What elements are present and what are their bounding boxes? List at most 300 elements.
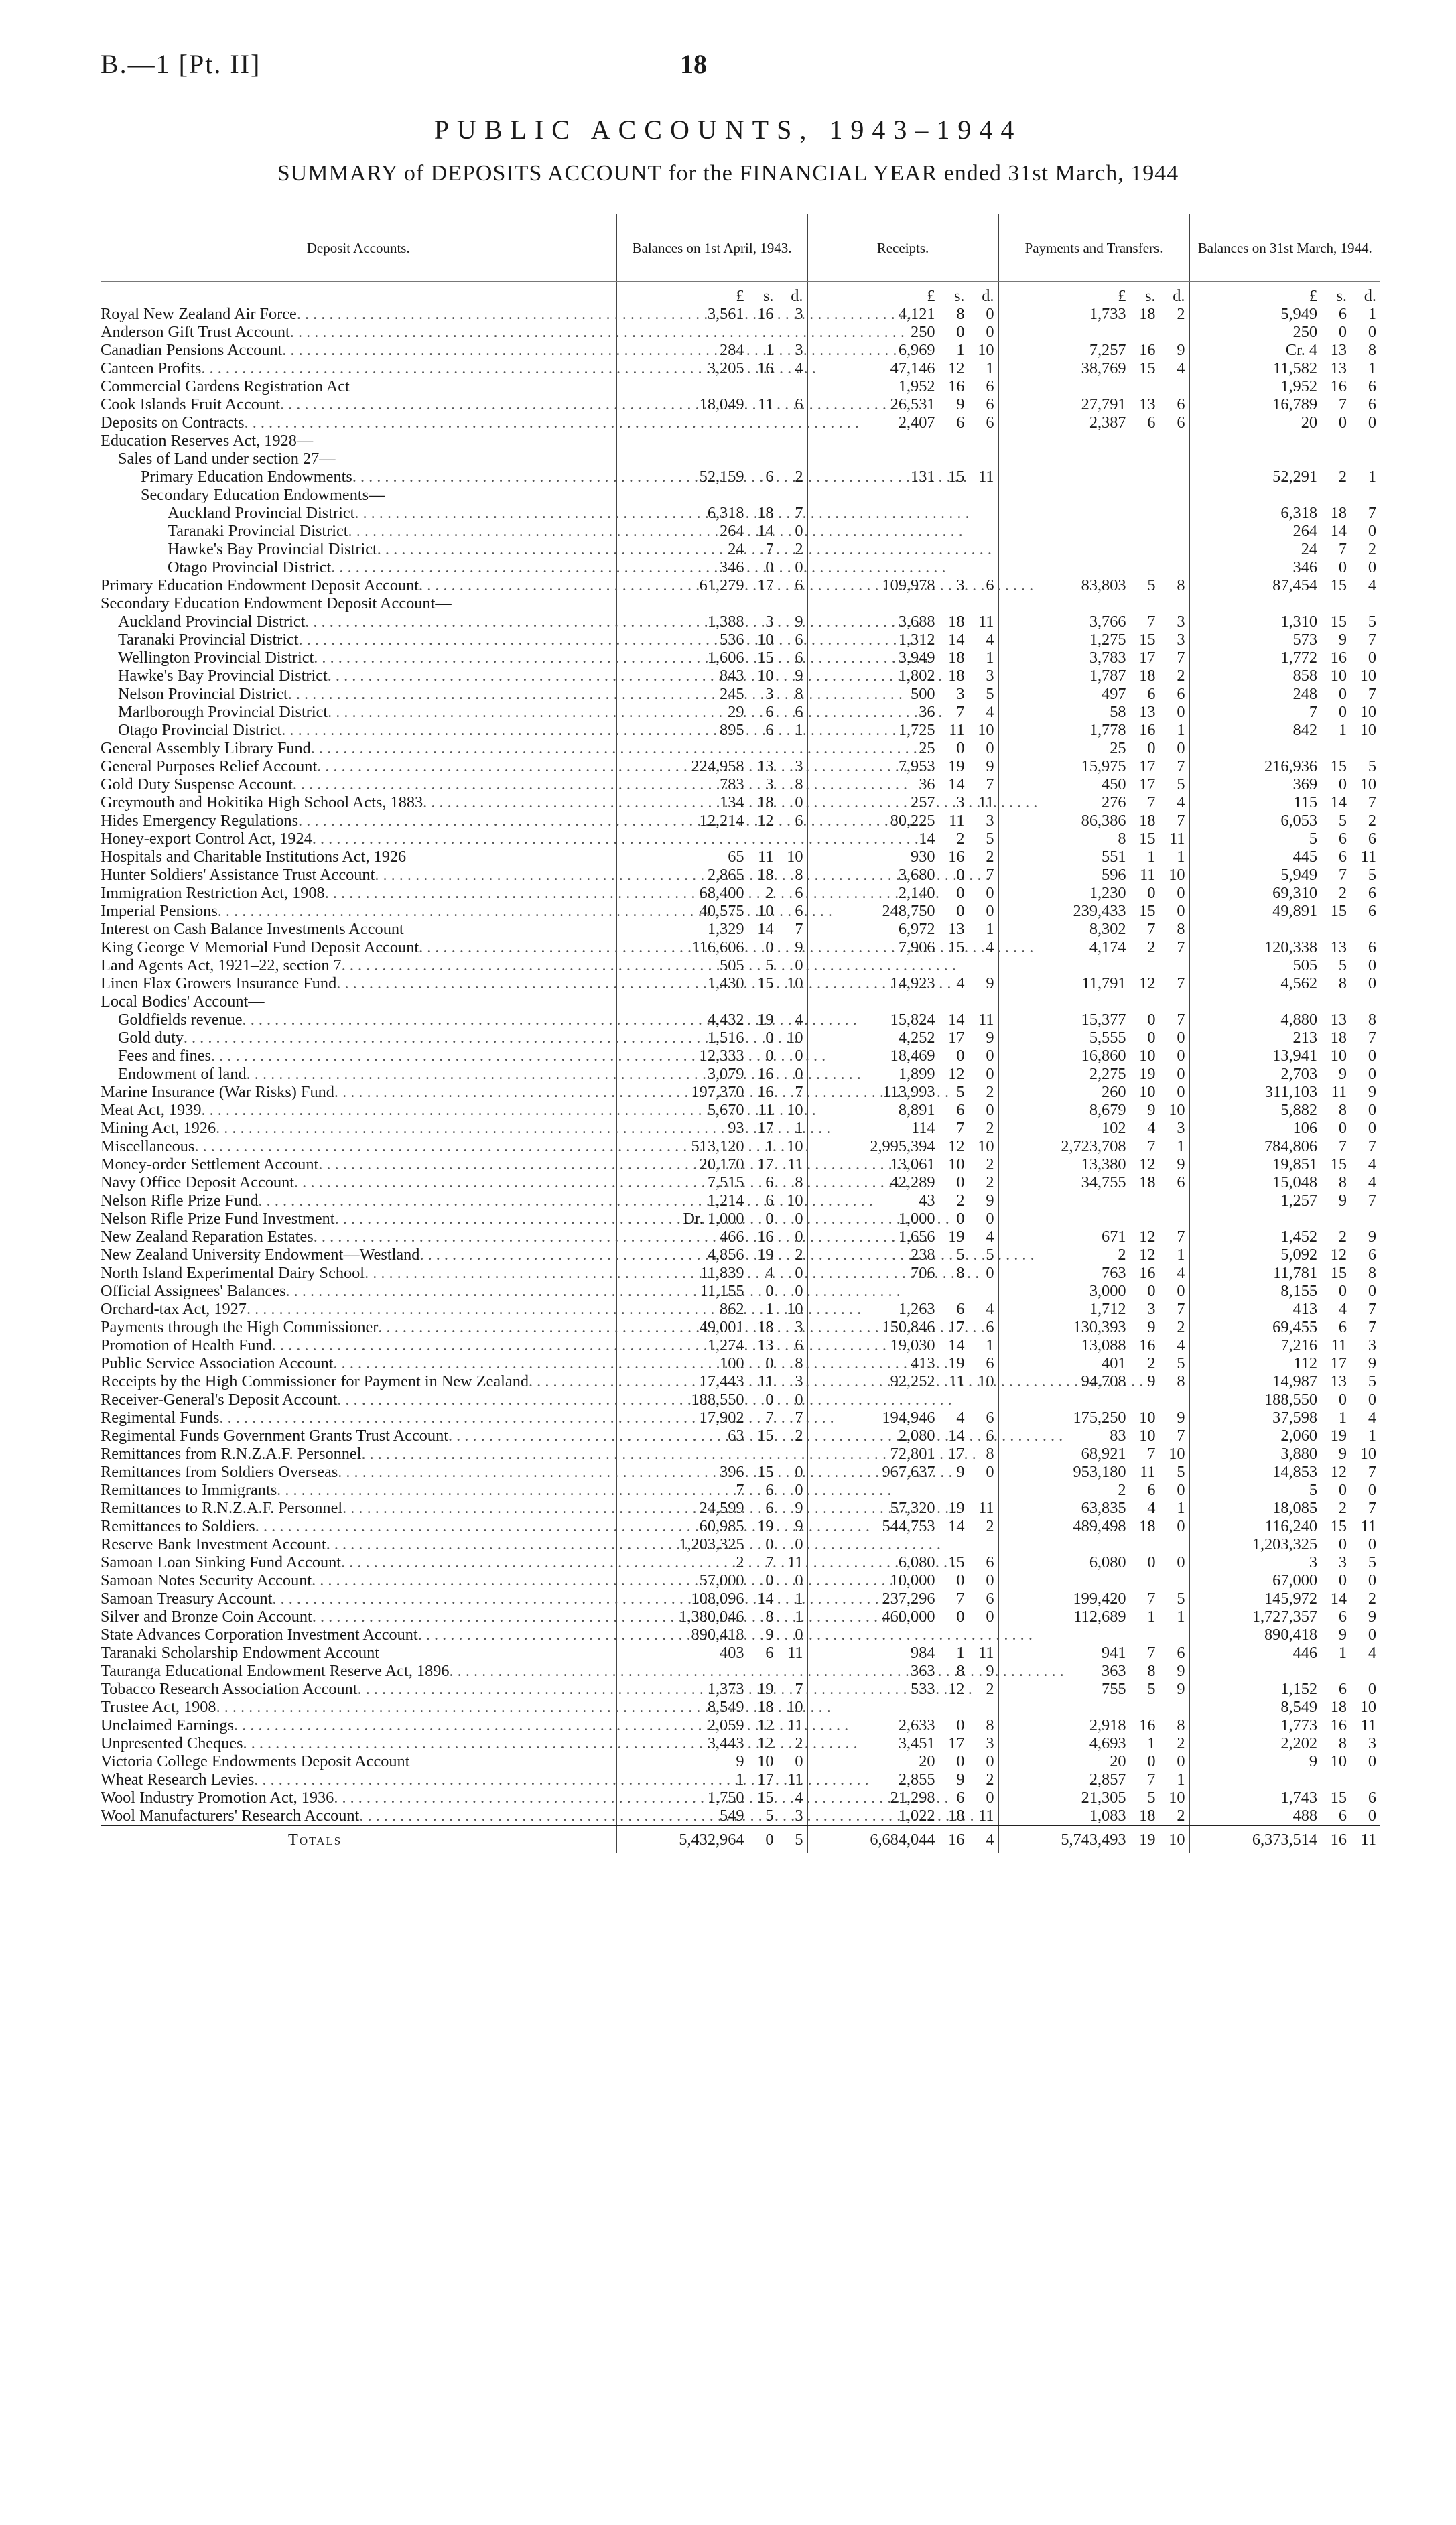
amount-cell: 9 10 0 <box>616 1752 807 1770</box>
amount-cell: 3,766 7 3 <box>998 612 1189 631</box>
account-name-cell <box>101 992 616 1011</box>
amount-cell: 68,400 2 6 <box>616 884 807 902</box>
amount-cell <box>1189 920 1380 938</box>
account-name: Secondary Education Endowments— <box>141 486 385 504</box>
amount-cell: 706 8 0 <box>807 1264 998 1282</box>
amount-cell: 86,386 18 7 <box>998 812 1189 830</box>
account-name: Gold duty <box>118 1029 184 1047</box>
amount-cell: 3,680 0 7 <box>807 866 998 884</box>
account-name-cell <box>101 1390 616 1409</box>
amount-cell: 188,550 0 0 <box>1189 1390 1380 1409</box>
amount-cell: 5,555 0 0 <box>998 1029 1189 1047</box>
account-name: Remittances to Soldiers <box>101 1517 255 1535</box>
account-name-cell <box>101 667 616 685</box>
amount-cell: 27,791 13 6 <box>998 395 1189 413</box>
table-row <box>101 992 1380 1011</box>
amount-cell: 2 7 11 <box>616 1553 807 1571</box>
amount-cell: 596 11 10 <box>998 866 1189 884</box>
amount-cell: 15,975 17 7 <box>998 757 1189 775</box>
account-name: Sales of Land under section 27— <box>118 450 336 468</box>
leader-dots <box>288 685 903 703</box>
amount-cell: 396 15 0 <box>616 1463 807 1481</box>
amount-cell: 3,443 12 2 <box>616 1734 807 1752</box>
account-name: Navy Office Deposit Account <box>101 1173 295 1191</box>
amount-cell: 216,936 15 5 <box>1189 757 1380 775</box>
amount-cell: 58 13 0 <box>998 703 1189 721</box>
account-name: Regimental Funds <box>101 1409 220 1427</box>
account-name: Deposits on Contracts <box>101 413 245 432</box>
amount-cell <box>616 594 807 612</box>
amount-cell: 36 7 4 <box>807 703 998 721</box>
amount-cell: 245 3 8 <box>616 685 807 703</box>
account-name: Wellington Provincial District <box>118 649 314 667</box>
account-name-cell <box>101 323 616 341</box>
amount-cell: 1,275 15 3 <box>998 631 1189 649</box>
account-name: Silver and Bronze Coin Account <box>101 1608 312 1626</box>
amount-cell: 2,387 6 6 <box>998 413 1189 432</box>
amount-cell: 8,549 18 10 <box>616 1698 807 1716</box>
account-name-cell <box>101 450 616 468</box>
amount-cell: 5,949 7 5 <box>1189 866 1380 884</box>
account-name-cell <box>101 1354 616 1372</box>
amount-cell <box>998 1210 1189 1228</box>
amount-cell: 2,857 7 1 <box>998 1770 1189 1789</box>
leader-dots <box>331 558 945 576</box>
leader-dots <box>297 305 911 323</box>
amount-cell: 1,802 18 3 <box>807 667 998 685</box>
account-name-cell <box>101 1246 616 1264</box>
amount-cell <box>807 432 998 450</box>
account-name: Hides Emergency Regulations <box>101 812 299 830</box>
amount-cell: 11,839 4 0 <box>616 1264 807 1282</box>
amount-cell: 52,291 2 1 <box>1189 468 1380 486</box>
amount-cell: 199,420 7 5 <box>998 1590 1189 1608</box>
amount-cell: 967,637 9 0 <box>807 1463 998 1481</box>
amount-cell <box>998 486 1189 504</box>
account-name: Samoan Notes Security Account <box>101 1571 312 1590</box>
amount-cell: 8,891 6 0 <box>807 1101 998 1119</box>
amount-cell: 67,000 0 0 <box>1189 1571 1380 1590</box>
amount-cell: 213 18 7 <box>1189 1029 1380 1047</box>
amount-cell: 890,418 9 0 <box>616 1626 807 1644</box>
units-cell: £ s. d. <box>807 282 998 306</box>
table-row <box>101 540 1380 558</box>
amount-cell: 49,001 18 3 <box>616 1318 807 1336</box>
amount-cell: 21,298 6 0 <box>807 1789 998 1807</box>
table-row <box>101 1716 1380 1734</box>
table-row <box>101 558 1380 576</box>
amount-cell <box>998 468 1189 486</box>
amount-cell: 194,946 4 6 <box>807 1409 998 1427</box>
amount-cell: 2,855 9 2 <box>807 1770 998 1789</box>
account-name: Unpresented Cheques <box>101 1734 243 1752</box>
amount-cell: 12,333 0 0 <box>616 1047 807 1065</box>
amount-cell: Dr. 1,000 0 0 <box>616 1210 807 1228</box>
account-name: Taranaki Provincial District <box>168 522 348 540</box>
account-name: Imperial Pensions <box>101 902 218 920</box>
amount-cell: 1,656 19 4 <box>807 1228 998 1246</box>
amount-cell: 11,582 13 1 <box>1189 359 1380 377</box>
amount-cell: 573 9 7 <box>1189 631 1380 649</box>
amount-cell: 25 0 0 <box>998 739 1189 757</box>
table-row <box>101 359 1380 377</box>
totals-row <box>101 1825 1380 1853</box>
amount-cell: 80,225 11 3 <box>807 812 998 830</box>
account-name: Otago Provincial District <box>168 558 332 576</box>
amount-cell: 3 3 5 <box>1189 1553 1380 1571</box>
amount-cell: 7,515 6 8 <box>616 1173 807 1191</box>
amount-cell: 2,918 16 8 <box>998 1716 1189 1734</box>
account-name-cell <box>101 1571 616 1590</box>
account-name-cell <box>101 504 616 522</box>
amount-cell: 5 6 6 <box>1189 830 1380 848</box>
amount-cell: 60,985 19 9 <box>616 1517 807 1535</box>
amount-cell: 2,633 0 8 <box>807 1716 998 1734</box>
leader-dots <box>294 1173 909 1191</box>
amount-cell <box>998 323 1189 341</box>
table-row <box>101 432 1380 450</box>
amount-cell: 1,000 0 0 <box>807 1210 998 1228</box>
amount-cell: 551 1 1 <box>998 848 1189 866</box>
amount-cell: 1,727,357 6 9 <box>1189 1608 1380 1626</box>
account-name: Samoan Treasury Account <box>101 1590 273 1608</box>
amount-cell: 38,769 15 4 <box>998 359 1189 377</box>
amount-cell: 445 6 11 <box>1189 848 1380 866</box>
amount-cell: 763 16 4 <box>998 1264 1189 1282</box>
table-row <box>101 1590 1380 1608</box>
account-name: North Island Experimental Dairy School <box>101 1264 365 1282</box>
table-row <box>101 1553 1380 1571</box>
table-row <box>101 341 1380 359</box>
amount-cell: 1,083 18 2 <box>998 1807 1189 1825</box>
amount-cell: 112 17 9 <box>1189 1354 1380 1372</box>
amount-cell: 109,978 3 6 <box>807 576 998 594</box>
amount-cell: 533 12 2 <box>807 1680 998 1698</box>
amount-cell: 4,252 17 9 <box>807 1029 998 1047</box>
amount-cell: 13,061 10 2 <box>807 1155 998 1173</box>
amount-cell: 6,969 1 10 <box>807 341 998 359</box>
amount-cell: 5,882 8 0 <box>1189 1101 1380 1119</box>
table-row <box>101 974 1380 992</box>
account-name-cell <box>101 1011 616 1029</box>
account-name: Receiver-General's Deposit Account <box>101 1390 338 1409</box>
table-row <box>101 450 1380 468</box>
amount-cell: 1,773 16 11 <box>1189 1716 1380 1734</box>
amount-cell: 72,801 17 8 <box>807 1445 998 1463</box>
amount-cell: 6,080 15 6 <box>807 1553 998 1571</box>
table-row <box>101 866 1380 884</box>
amount-cell: 16,789 7 6 <box>1189 395 1380 413</box>
amount-cell: 17,443 11 3 <box>616 1372 807 1390</box>
amount-cell: 130,393 9 2 <box>998 1318 1189 1336</box>
account-name-cell <box>101 1372 616 1390</box>
table-row <box>101 902 1380 920</box>
account-name: Hawke's Bay Provincial District <box>118 667 328 685</box>
amount-cell: 69,310 2 6 <box>1189 884 1380 902</box>
account-name-cell <box>101 1336 616 1354</box>
table-row <box>101 1065 1380 1083</box>
amount-cell: 114 7 2 <box>807 1119 998 1137</box>
account-name: Nelson Provincial District <box>118 685 288 703</box>
account-name-cell <box>101 884 616 902</box>
table-row <box>101 1807 1380 1825</box>
amount-cell: 369 0 10 <box>1189 775 1380 793</box>
amount-cell: 6,318 18 7 <box>1189 504 1380 522</box>
amount-cell: 37,598 1 4 <box>1189 1409 1380 1427</box>
amount-cell: 14,853 12 7 <box>1189 1463 1380 1481</box>
amount-cell: 4,856 19 2 <box>616 1246 807 1264</box>
amount-cell: 83,803 5 8 <box>998 576 1189 594</box>
amount-cell <box>616 432 807 450</box>
account-name-cell <box>101 1517 616 1535</box>
table-row <box>101 793 1380 812</box>
amount-cell: 188,550 0 0 <box>616 1390 807 1409</box>
table-row <box>101 938 1380 956</box>
amount-cell: 264 14 0 <box>1189 522 1380 540</box>
amount-cell: 115 14 7 <box>1189 793 1380 812</box>
amount-cell: 8,679 9 10 <box>998 1101 1189 1119</box>
account-name: Commercial Gardens Registration Act <box>101 377 350 395</box>
column-header-payments: Payments and Transfers. <box>998 214 1189 282</box>
account-name: Unclaimed Earnings <box>101 1716 235 1734</box>
leader-dots <box>305 612 919 631</box>
amount-cell: 1,750 15 4 <box>616 1789 807 1807</box>
account-name: King George V Memorial Fund Deposit Account <box>101 938 419 956</box>
amount-cell: 63,835 4 1 <box>998 1499 1189 1517</box>
account-name: Tobacco Research Association Account <box>101 1680 358 1698</box>
account-name-cell <box>101 1029 616 1047</box>
account-name: Land Agents Act, 1921–22, section 7 <box>101 956 342 974</box>
amount-cell: 108,096 14 1 <box>616 1590 807 1608</box>
amount-cell: 113,993 5 2 <box>807 1083 998 1101</box>
table-row <box>101 1535 1380 1553</box>
amount-cell: 346 0 0 <box>616 558 807 576</box>
amount-cell <box>1189 432 1380 450</box>
amount-cell <box>807 486 998 504</box>
units-cell: £ s. d. <box>616 282 807 306</box>
account-name: Remittances from Soldiers Overseas <box>101 1463 338 1481</box>
table-row <box>101 486 1380 504</box>
account-name-cell <box>101 1282 616 1300</box>
amount-cell: 1,263 6 4 <box>807 1300 998 1318</box>
amount-cell: 1,733 18 2 <box>998 305 1189 323</box>
account-name: Primary Education Endowment Deposit Account <box>101 576 419 594</box>
account-name: Marine Insurance (War Risks) Fund <box>101 1083 334 1101</box>
leader-dots <box>245 413 859 432</box>
table-row <box>101 323 1380 341</box>
table-row <box>101 1155 1380 1173</box>
account-name-cell <box>101 1065 616 1083</box>
amount-cell: 17,902 7 7 <box>616 1409 807 1427</box>
amount-cell: 102 4 3 <box>998 1119 1189 1137</box>
account-name-cell <box>101 721 616 739</box>
page-number: 18 <box>680 49 707 79</box>
account-name-cell <box>101 793 616 812</box>
amount-cell: 784,806 7 7 <box>1189 1137 1380 1155</box>
amount-cell: 2,865 18 8 <box>616 866 807 884</box>
amount-cell: 1,743 15 6 <box>1189 1789 1380 1807</box>
amount-cell: 3,688 18 11 <box>807 612 998 631</box>
table-row <box>101 1499 1380 1517</box>
account-name: Nelson Rifle Prize Fund Investment <box>101 1210 335 1228</box>
table-row <box>101 1608 1380 1626</box>
account-name-cell <box>101 1698 616 1716</box>
amount-cell: 941 7 6 <box>998 1644 1189 1662</box>
amount-cell: 1,952 16 6 <box>1189 377 1380 395</box>
amount-cell: 2,407 6 6 <box>807 413 998 432</box>
table-header-row <box>101 214 1380 282</box>
table-row <box>101 1300 1380 1318</box>
amount-cell: 145,972 14 2 <box>1189 1590 1380 1608</box>
amount-cell: 257 3 11 <box>807 793 998 812</box>
amount-cell: 116,240 15 11 <box>1189 1517 1380 1535</box>
amount-cell: 2,140 0 0 <box>807 884 998 902</box>
table-row <box>101 1372 1380 1390</box>
amount-cell: 29 6 6 <box>616 703 807 721</box>
amount-cell <box>998 377 1189 395</box>
account-name: Cook Islands Fruit Account <box>101 395 280 413</box>
table-row <box>101 631 1380 649</box>
account-name-cell <box>101 1155 616 1173</box>
account-name-cell <box>101 1300 616 1318</box>
amount-cell: 8 15 11 <box>998 830 1189 848</box>
account-name: Samoan Loan Sinking Fund Account <box>101 1553 342 1571</box>
amount-cell: 7 0 10 <box>1189 703 1380 721</box>
table-row <box>101 1698 1380 1716</box>
amount-cell: 6,053 5 2 <box>1189 812 1380 830</box>
amount-cell: 8,302 7 8 <box>998 920 1189 938</box>
account-name-cell <box>101 1499 616 1517</box>
account-name: Honey-export Control Act, 1924 <box>101 830 312 848</box>
amount-cell <box>998 450 1189 468</box>
table-row <box>101 884 1380 902</box>
amount-cell: 6,080 0 0 <box>998 1553 1189 1571</box>
amount-cell: 9 10 0 <box>1189 1752 1380 1770</box>
table-row <box>101 594 1380 612</box>
amount-cell: 8,549 18 10 <box>1189 1698 1380 1716</box>
account-name: Remittances to R.N.Z.A.F. Personnel <box>101 1499 343 1517</box>
account-name-cell <box>101 1716 616 1734</box>
account-name: Remittances to Immigrants <box>101 1481 277 1499</box>
amount-cell: 1,312 14 4 <box>807 631 998 649</box>
amount-cell: 6,972 13 1 <box>807 920 998 938</box>
account-name-cell <box>101 685 616 703</box>
amount-cell: 26,531 9 6 <box>807 395 998 413</box>
account-name: Gold Duty Suspense Account <box>101 775 293 793</box>
amount-cell: 2,059 12 11 <box>616 1716 807 1734</box>
table-row <box>101 1282 1380 1300</box>
amount-cell: 1,516 0 10 <box>616 1029 807 1047</box>
amount-cell: 3,205 16 4 <box>616 359 807 377</box>
table-row <box>101 685 1380 703</box>
amount-cell: 52,159 6 2 <box>616 468 807 486</box>
amount-cell <box>807 450 998 468</box>
amount-cell: 4,880 13 8 <box>1189 1011 1380 1029</box>
amount-cell: 63 15 2 <box>616 1427 807 1445</box>
table-row <box>101 649 1380 667</box>
amount-cell: 87,454 15 4 <box>1189 576 1380 594</box>
account-name-cell <box>101 1101 616 1119</box>
amount-cell: 858 10 10 <box>1189 667 1380 685</box>
leader-dots <box>311 739 925 757</box>
amount-cell: 5 0 0 <box>1189 1481 1380 1499</box>
document-reference: B.—1 [Pt. II] <box>101 49 261 79</box>
amount-cell: 264 14 0 <box>616 522 807 540</box>
amount-cell: 40,575 10 6 <box>616 902 807 920</box>
amount-cell: 1,373 19 7 <box>616 1680 807 1698</box>
account-name-cell <box>101 920 616 938</box>
amount-cell: 15,824 14 11 <box>807 1011 998 1029</box>
account-name: Canadian Pensions Account <box>101 341 283 359</box>
units-row <box>101 282 1380 306</box>
account-name-cell <box>101 1210 616 1228</box>
table-row <box>101 1101 1380 1119</box>
table-row <box>101 377 1380 395</box>
amount-cell: 47,146 12 1 <box>807 359 998 377</box>
amount-cell: 1,778 16 1 <box>998 721 1189 739</box>
amount-cell: 112,689 1 1 <box>998 1608 1189 1626</box>
units-cell: £ s. d. <box>998 282 1189 306</box>
amount-cell: 134 18 0 <box>616 793 807 812</box>
account-name: Linen Flax Growers Insurance Fund <box>101 974 337 992</box>
account-name: Endowment of land <box>118 1065 247 1083</box>
table-row <box>101 305 1380 323</box>
amount-cell: 1,203,325 0 0 <box>1189 1535 1380 1553</box>
amount-cell: 18,469 0 0 <box>807 1047 998 1065</box>
account-name-cell <box>101 1608 616 1626</box>
amount-cell: 94,708 9 8 <box>998 1372 1189 1390</box>
account-name: Auckland Provincial District <box>118 612 306 631</box>
amount-cell: 446 1 4 <box>1189 1644 1380 1662</box>
account-name-cell <box>101 576 616 594</box>
table-row <box>101 1445 1380 1463</box>
amount-cell: 106 0 0 <box>1189 1119 1380 1137</box>
amount-cell: 7,953 19 9 <box>807 757 998 775</box>
account-name-cell <box>101 1807 616 1825</box>
amount-cell: 5,743,493 19 10 <box>998 1825 1189 1853</box>
account-name: Hawke's Bay Provincial District <box>168 540 377 558</box>
amount-cell <box>998 504 1189 522</box>
amount-cell: 4,693 1 2 <box>998 1734 1189 1752</box>
amount-cell: 248 0 7 <box>1189 685 1380 703</box>
account-name-cell <box>101 1752 616 1770</box>
amount-cell: 413 19 6 <box>807 1354 998 1372</box>
account-name-cell <box>101 1644 616 1662</box>
amount-cell: 1,430 15 10 <box>616 974 807 992</box>
account-name: New Zealand University Endowment—Westland <box>101 1246 420 1264</box>
table-row <box>101 1047 1380 1065</box>
amount-cell: 93 17 1 <box>616 1119 807 1137</box>
leader-dots <box>298 812 913 830</box>
table-row <box>101 1228 1380 1246</box>
amount-cell: 7,906 15 4 <box>807 938 998 956</box>
account-name: Interest on Cash Balance Investments Account <box>101 920 404 938</box>
amount-cell <box>807 594 998 612</box>
amount-cell: 843 10 9 <box>616 667 807 685</box>
amount-cell: 1,952 16 6 <box>807 377 998 395</box>
account-name-cell <box>101 1047 616 1065</box>
account-name-cell <box>101 1734 616 1752</box>
account-name-cell <box>101 1083 616 1101</box>
amount-cell <box>1189 594 1380 612</box>
account-name-cell <box>101 1535 616 1553</box>
table-row <box>101 956 1380 974</box>
account-name-cell <box>101 1590 616 1608</box>
amount-cell: 1,274 13 6 <box>616 1336 807 1354</box>
amount-cell: 83 10 7 <box>998 1427 1189 1445</box>
account-name-cell <box>101 649 616 667</box>
amount-cell: 513,120 1 10 <box>616 1137 807 1155</box>
